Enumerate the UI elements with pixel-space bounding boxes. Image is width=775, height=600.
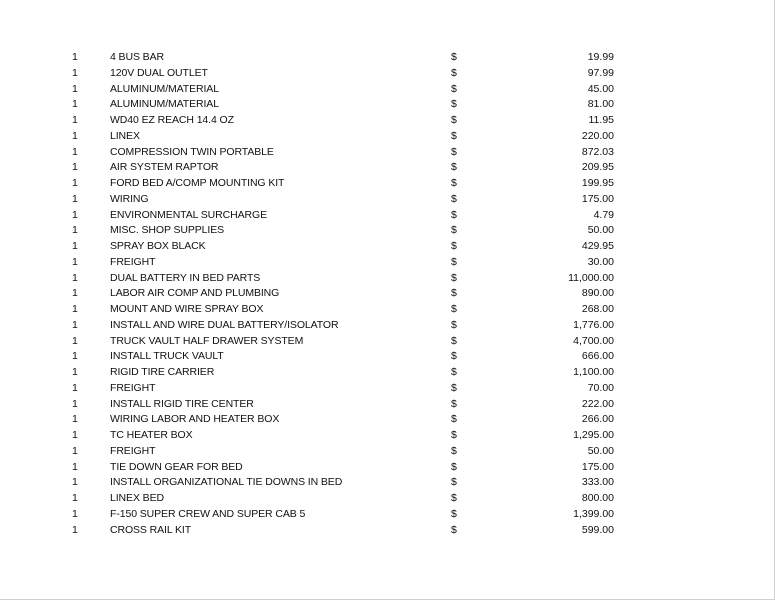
currency-symbol: $	[451, 255, 457, 268]
item-description: FORD BED A/COMP MOUNTING KIT	[110, 177, 285, 189]
item-quantity: 1	[72, 177, 78, 189]
line-item-row	[0, 318, 775, 334]
item-amount: 800.00	[581, 492, 614, 504]
currency-symbol: $	[451, 303, 457, 315]
item-amount: 1,776.00	[573, 318, 614, 331]
item-quantity: 1	[72, 255, 78, 268]
currency-symbol: $	[451, 224, 457, 237]
item-amount: 209.95	[581, 161, 614, 174]
item-description: LINEX	[110, 129, 140, 142]
item-description: CROSS RAIL KIT	[110, 523, 192, 536]
line-item-row	[0, 129, 775, 145]
currency-symbol: $	[451, 381, 457, 394]
item-description: MOUNT AND WIRE SPRAY BOX	[110, 303, 264, 315]
item-amount: 175.00	[581, 192, 614, 205]
currency-symbol: $	[451, 98, 457, 111]
line-item-row	[0, 208, 775, 224]
item-quantity: 1	[72, 129, 78, 142]
currency-symbol: $	[451, 507, 457, 520]
item-description: DUAL BATTERY IN BED PARTS	[110, 271, 261, 284]
currency-symbol: $	[451, 350, 457, 363]
item-amount: 30.00	[587, 255, 614, 268]
item-quantity: 1	[72, 444, 78, 457]
item-description: ALUMINUM/MATERIAL	[110, 98, 219, 111]
currency-symbol: $	[451, 66, 457, 79]
item-quantity: 1	[72, 114, 78, 126]
item-description: LINEX BED	[110, 492, 164, 504]
line-item-row	[0, 50, 775, 66]
item-amount: 50.00	[587, 224, 614, 237]
item-amount: 1,100.00	[573, 366, 614, 378]
currency-symbol: $	[451, 318, 457, 331]
currency-symbol: $	[451, 287, 457, 300]
currency-symbol: $	[451, 492, 457, 504]
item-quantity: 1	[72, 51, 78, 63]
line-item-row	[0, 286, 775, 302]
item-quantity: 1	[72, 224, 78, 237]
item-quantity: 1	[72, 523, 78, 536]
item-description: MISC. SHOP SUPPLIES	[110, 224, 225, 237]
item-quantity: 1	[72, 287, 78, 300]
line-item-row	[0, 349, 775, 365]
currency-symbol: $	[451, 145, 457, 158]
line-item-row	[0, 365, 775, 381]
item-amount: 4,700.00	[573, 334, 614, 347]
item-description: TRUCK VAULT HALF DRAWER SYSTEM	[110, 334, 304, 347]
currency-symbol: $	[451, 366, 457, 378]
line-item-row	[0, 412, 775, 428]
item-description: ENVIRONMENTAL SURCHARGE	[110, 208, 267, 221]
item-amount: 97.99	[587, 66, 614, 79]
item-quantity: 1	[72, 350, 78, 363]
item-description: TIE DOWN GEAR FOR BED	[110, 460, 243, 473]
item-quantity: 1	[72, 145, 78, 158]
item-description: WIRING LABOR AND HEATER BOX	[110, 413, 280, 426]
item-quantity: 1	[72, 192, 78, 205]
currency-symbol: $	[451, 240, 457, 252]
currency-symbol: $	[451, 429, 457, 441]
line-item-row	[0, 113, 775, 129]
line-item-row	[0, 444, 775, 460]
line-item-row	[0, 302, 775, 318]
item-amount: 429.95	[581, 240, 614, 252]
currency-symbol: $	[451, 208, 457, 221]
line-item-row	[0, 523, 775, 539]
item-quantity: 1	[72, 381, 78, 394]
item-quantity: 1	[72, 507, 78, 520]
item-amount: 4.79	[593, 208, 614, 221]
item-description: COMPRESSION TWIN PORTABLE	[110, 145, 274, 158]
item-quantity: 1	[72, 303, 78, 315]
item-description: INSTALL TRUCK VAULT	[110, 350, 224, 363]
item-amount: 872.03	[581, 145, 614, 158]
line-item-row	[0, 334, 775, 350]
currency-symbol: $	[451, 192, 457, 205]
item-amount: 70.00	[587, 381, 614, 394]
line-item-row	[0, 145, 775, 161]
item-quantity: 1	[72, 98, 78, 111]
line-item-row	[0, 82, 775, 98]
item-amount: 666.00	[581, 350, 614, 363]
item-description: FREIGHT	[110, 444, 156, 457]
item-quantity: 1	[72, 334, 78, 347]
item-quantity: 1	[72, 318, 78, 331]
item-quantity: 1	[72, 240, 78, 252]
item-amount: 50.00	[587, 444, 614, 457]
currency-symbol: $	[451, 129, 457, 142]
item-description: SPRAY BOX BLACK	[110, 240, 206, 252]
item-description: ALUMINUM/MATERIAL	[110, 82, 219, 95]
line-item-row	[0, 223, 775, 239]
currency-symbol: $	[451, 271, 457, 284]
item-quantity: 1	[72, 82, 78, 95]
item-amount: 220.00	[581, 129, 614, 142]
line-item-row	[0, 397, 775, 413]
item-quantity: 1	[72, 492, 78, 504]
item-quantity: 1	[72, 208, 78, 221]
item-amount: 19.99	[587, 51, 614, 63]
item-description: INSTALL AND WIRE DUAL BATTERY/ISOLATOR	[110, 318, 339, 331]
currency-symbol: $	[451, 476, 457, 489]
item-amount: 599.00	[581, 523, 614, 536]
currency-symbol: $	[451, 413, 457, 426]
item-quantity: 1	[72, 429, 78, 441]
item-quantity: 1	[72, 476, 78, 489]
currency-symbol: $	[451, 177, 457, 189]
line-item-row	[0, 255, 775, 271]
item-description: FREIGHT	[110, 381, 156, 394]
item-quantity: 1	[72, 397, 78, 410]
line-item-row	[0, 176, 775, 192]
line-item-row	[0, 160, 775, 176]
item-description: FREIGHT	[110, 255, 156, 268]
item-amount: 199.95	[581, 177, 614, 189]
line-item-row	[0, 491, 775, 507]
line-item-row	[0, 239, 775, 255]
item-amount: 268.00	[581, 303, 614, 315]
item-description: INSTALL RIGID TIRE CENTER	[110, 397, 254, 410]
line-item-row	[0, 271, 775, 287]
currency-symbol: $	[451, 397, 457, 410]
currency-symbol: $	[451, 334, 457, 347]
item-description: 120V DUAL OUTLET	[110, 66, 208, 79]
item-quantity: 1	[72, 271, 78, 284]
item-amount: 222.00	[581, 397, 614, 410]
line-item-row	[0, 475, 775, 491]
item-description: LABOR AIR COMP AND PLUMBING	[110, 287, 280, 300]
line-item-row	[0, 97, 775, 113]
item-amount: 890.00	[581, 287, 614, 300]
currency-symbol: $	[451, 444, 457, 457]
item-description: RIGID TIRE CARRIER	[110, 366, 215, 378]
item-description: F-150 SUPER CREW AND SUPER CAB 5	[110, 507, 306, 520]
item-amount: 333.00	[581, 476, 614, 489]
line-item-row	[0, 428, 775, 444]
item-description: TC HEATER BOX	[110, 429, 193, 441]
item-amount: 45.00	[587, 82, 614, 95]
item-description: 4 BUS BAR	[110, 51, 164, 63]
currency-symbol: $	[451, 51, 457, 63]
line-item-list	[0, 50, 775, 538]
item-description: WD40 EZ REACH 14.4 OZ	[110, 114, 234, 126]
item-amount: 175.00	[581, 460, 614, 473]
currency-symbol: $	[451, 460, 457, 473]
item-quantity: 1	[72, 366, 78, 378]
currency-symbol: $	[451, 523, 457, 536]
line-item-row	[0, 381, 775, 397]
currency-symbol: $	[451, 114, 457, 126]
line-item-row	[0, 460, 775, 476]
item-quantity: 1	[72, 413, 78, 426]
item-amount: 1,399.00	[573, 507, 614, 520]
item-amount: 266.00	[581, 413, 614, 426]
item-amount: 11.95	[588, 114, 614, 126]
line-item-row	[0, 192, 775, 208]
item-amount: 1,295.00	[573, 429, 614, 441]
item-quantity: 1	[72, 161, 78, 174]
item-description: INSTALL ORGANIZATIONAL TIE DOWNS IN BED	[110, 476, 343, 489]
item-description: WIRING	[110, 192, 149, 205]
line-item-row	[0, 507, 775, 523]
item-quantity: 1	[72, 66, 78, 79]
item-description: AIR SYSTEM RAPTOR	[110, 161, 219, 174]
currency-symbol: $	[451, 82, 457, 95]
item-quantity: 1	[72, 460, 78, 473]
item-amount: 11,000.00	[568, 271, 614, 284]
currency-symbol: $	[451, 161, 457, 174]
item-amount: 81.00	[587, 98, 614, 111]
line-item-row	[0, 66, 775, 82]
